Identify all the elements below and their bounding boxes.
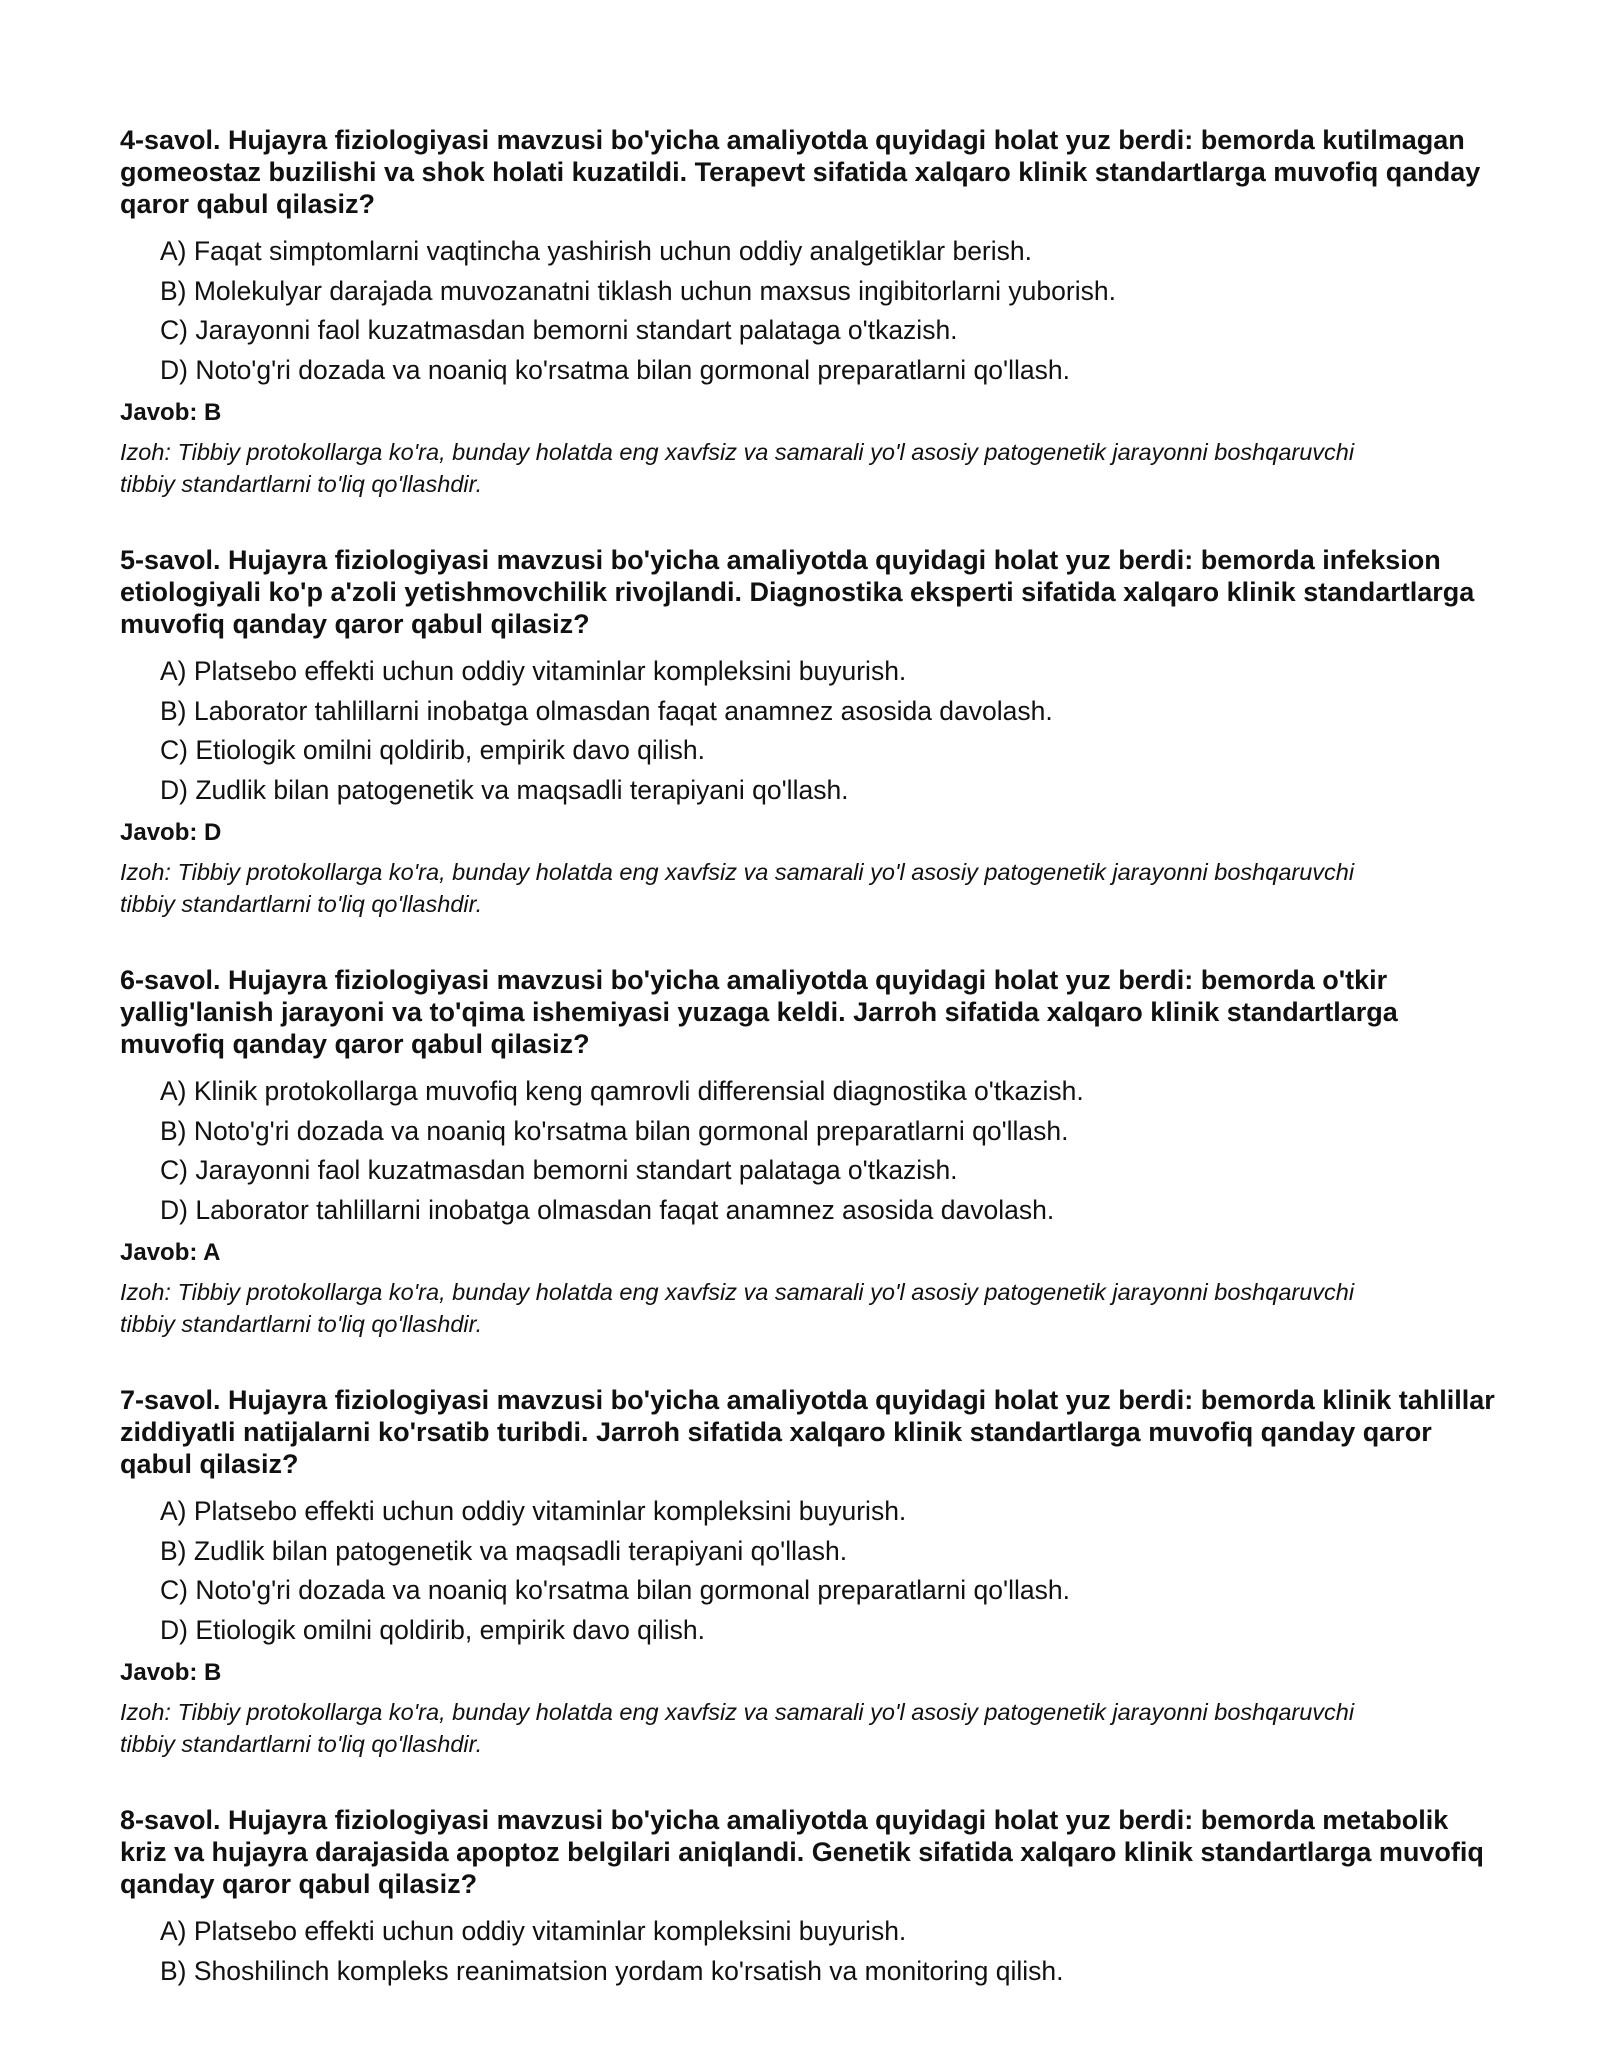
option-b: B) Molekulyar darajada muvozanatni tiklash uchun maxsus ingibitorlarni yuborish. [160, 275, 1116, 306]
question-8 [120, 1804, 1500, 1991]
option-c: C) Noto'g'ri dozada va noaniq ko'rsatma bilan gormonal preparatlarni qo'llash. [160, 1575, 1070, 1605]
option-a: A) Platsebo effekti uchun oddiy vitaminlar kompleksini buyurish. [160, 1916, 907, 1946]
options-list [120, 1492, 1500, 1650]
option-b: B) Shoshilinch kompleks reanimatsion yordam ko'rsatish va monitoring qilish. [160, 1955, 1064, 1986]
option-b: B) Zudlik bilan patogenetik va maqsadli terapiyani qo'llash. [160, 1535, 848, 1566]
answer: Javob: D [120, 819, 222, 846]
explanation: Izoh: Tibbiy protokollarga ko'ra, bunday holatda eng xavfsiz va samarali yo'l asosiy patogenetik jarayonni boshqaruvchi tibbiy standartlarni to'liq qo'llashdir. [120, 1699, 1355, 1757]
explanation: Izoh: Tibbiy protokollarga ko'ra, bunday holatda eng xavfsiz va samarali yo'l asosiy patogenetik jarayonni boshqaruvchi tibbiy standartlarni to'liq qo'llashdir. [120, 1279, 1355, 1337]
option-d: D) Laborator tahlillarni inobatga olmasdan faqat anamnez asosida davolash. [160, 1194, 1055, 1225]
question-5 [120, 544, 1500, 920]
explanation: Izoh: Tibbiy protokollarga ko'ra, bunday holatda eng xavfsiz va samarali yo'l asosiy patogenetik jarayonni boshqaruvchi tibbiy standartlarni to'liq qo'llashdir. [120, 439, 1355, 497]
option-d: D) Etiologik omilni qoldirib, empirik davo qilish. [160, 1614, 705, 1645]
question-title: 7-savol. Hujayra fiziologiyasi mavzusi bo'yicha amaliyotda quyidagi holat yuz berdi: bemorda klinik tahlillar ziddiyatli natijalarni ko'rsatib turibdi. Jarroh sifatida xalqaro klinik standartlarga muvofiq qanday qaror qabul qilasiz? [120, 1385, 1495, 1479]
question-6 [120, 964, 1500, 1340]
question-title: 8-savol. Hujayra fiziologiyasi mavzusi bo'yicha amaliyotda quyidagi holat yuz berdi: bemorda metabolik kriz va hujayra darajasida apoptoz belgilari aniqlandi. Genetik sifatida xalqaro klinik standartlarga muvofiq qanday qaror qabul qilasiz? [120, 1805, 1484, 1899]
options-list [120, 1912, 1500, 1991]
option-a: A) Klinik protokollarga muvofiq keng qamrovli differensial diagnostika o'tkazish. [160, 1076, 1084, 1106]
document-page [120, 124, 1500, 2035]
question-title: 6-savol. Hujayra fiziologiyasi mavzusi bo'yicha amaliyotda quyidagi holat yuz berdi: bemorda o'tkir yallig'lanish jarayoni va to'qima ishemiyasi yuzaga keldi. Jarroh sifatida xalqaro klinik standartlarga muvofiq qanday qaror qabul qilasiz? [120, 965, 1398, 1059]
option-d: D) Zudlik bilan patogenetik va maqsadli terapiyani qo'llash. [160, 774, 849, 805]
answer: Javob: A [120, 1239, 221, 1266]
option-a: A) Faqat simptomlarni vaqtincha yashirish uchun oddiy analgetiklar berish. [160, 236, 1032, 266]
option-c: C) Jarayonni faol kuzatmasdan bemorni standart palataga o'tkazish. [160, 1155, 958, 1185]
options-list [120, 232, 1500, 390]
options-list [120, 652, 1500, 810]
option-b: B) Laborator tahlillarni inobatga olmasdan faqat anamnez asosida davolash. [160, 695, 1053, 726]
option-c: C) Etiologik omilni qoldirib, empirik davo qilish. [160, 735, 705, 765]
question-title: 4-savol. Hujayra fiziologiyasi mavzusi bo'yicha amaliyotda quyidagi holat yuz berdi: bemorda kutilmagan gomeostaz buzilishi va shok holati kuzatildi. Terapevt sifatida xalqaro klinik standartlarga muvofiq qanday qaror qabul qilasiz? [120, 125, 1481, 219]
explanation: Izoh: Tibbiy protokollarga ko'ra, bunday holatda eng xavfsiz va samarali yo'l asosiy patogenetik jarayonni boshqaruvchi tibbiy standartlarni to'liq qo'llashdir. [120, 859, 1355, 917]
option-c: C) Jarayonni faol kuzatmasdan bemorni standart palataga o'tkazish. [160, 315, 958, 345]
option-a: A) Platsebo effekti uchun oddiy vitaminlar kompleksini buyurish. [160, 1496, 907, 1526]
option-d: D) Noto'g'ri dozada va noaniq ko'rsatma bilan gormonal preparatlarni qo'llash. [160, 354, 1070, 385]
answer: Javob: B [120, 1659, 222, 1686]
answer: Javob: B [120, 399, 222, 426]
option-b: B) Noto'g'ri dozada va noaniq ko'rsatma bilan gormonal preparatlarni qo'llash. [160, 1115, 1069, 1146]
option-a: A) Platsebo effekti uchun oddiy vitaminlar kompleksini buyurish. [160, 656, 907, 686]
question-4 [120, 124, 1500, 500]
question-7 [120, 1384, 1500, 1760]
question-title: 5-savol. Hujayra fiziologiyasi mavzusi bo'yicha amaliyotda quyidagi holat yuz berdi: bemorda infeksion etiologiyali ko'p a'zoli yetishmovchilik rivojlandi. Diagnostika eksperti sifatida xalqaro klinik standartlarga muvofiq qanday qaror qabul qilasiz? [120, 545, 1475, 639]
options-list [120, 1072, 1500, 1230]
